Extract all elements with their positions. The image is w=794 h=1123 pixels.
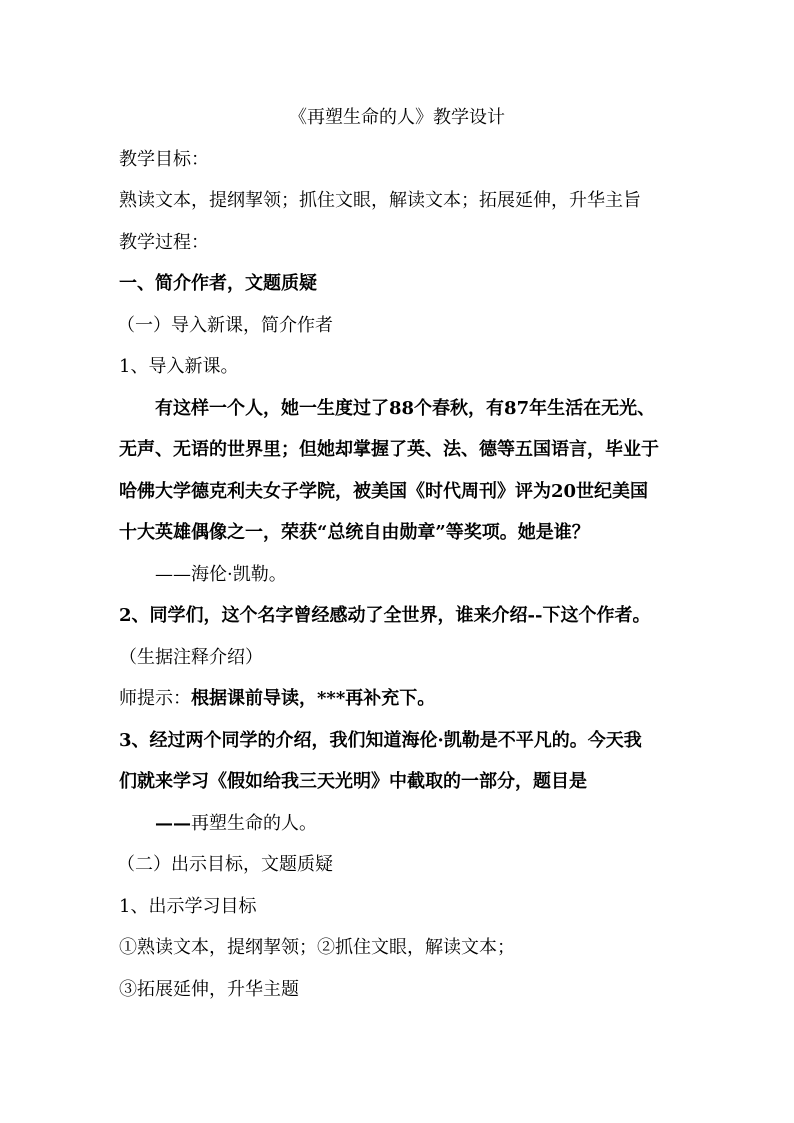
answer-name: ——海伦·凯勒。 bbox=[155, 564, 287, 585]
step3-title-line bbox=[155, 812, 317, 836]
document-title: 《再塑生命的人》教学设计 bbox=[289, 107, 505, 128]
sub2-step1: 1、出示学习目标 bbox=[119, 896, 257, 917]
intro-para-line-4: 十大英雄偶像之一，荣获“总统自由勋章”等奖项。她是谁？ bbox=[119, 522, 590, 543]
goals-label: 教学目标： bbox=[119, 149, 209, 170]
step2-note: （生据注释介绍） bbox=[119, 647, 263, 668]
process-label: 教学过程： bbox=[119, 232, 209, 253]
intro-para-line-3: 哈佛大学德克利夫女子学院，被美国《时代周刊》评为20世纪美国 bbox=[119, 481, 649, 502]
sub1-heading: （一）导入新课，简介作者 bbox=[117, 315, 333, 336]
teacher-hint-line bbox=[119, 687, 435, 711]
teacher-hint: 根据课前导读，***再补充下。 bbox=[191, 688, 436, 709]
step3-line-2: 们就来学习《假如给我三天光明》中截取的一部分，题目是 bbox=[119, 771, 587, 792]
target-line-2: ③拓展延伸，升华主题 bbox=[119, 979, 299, 1000]
step3-line-1: 3、经过两个同学的介绍，我们知道海伦·凯勒是不平凡的。今天我 bbox=[119, 730, 642, 751]
sub2-heading: （二）出示目标，文题质疑 bbox=[117, 854, 333, 875]
step2-text: 2、同学们，这个名字曾经感动了全世界，谁来介绍--下这个作者。 bbox=[119, 605, 651, 626]
intro-para-line-1: 有这样一个人，她一生度过了88个春秋，有87年生活在无光、 bbox=[155, 398, 656, 419]
intro-para-line-2: 无声、无语的世界里；但她却掌握了英、法、德等五国语言，毕业于 bbox=[119, 439, 659, 460]
step3-title-dash: —— bbox=[155, 813, 191, 834]
goals-text: 熟读文本，提纲挈领；抓住文眼，解读文本；拓展延伸，升华主旨 bbox=[119, 190, 641, 211]
step1-label: 1、导入新课。 bbox=[119, 356, 239, 377]
teacher-prefix: 师提示： bbox=[119, 688, 191, 709]
section1-heading: 一、简介作者，文题质疑 bbox=[119, 273, 317, 294]
step3-title: 再塑生命的人。 bbox=[191, 813, 317, 834]
target-line-1: ①熟读文本，提纲挈领；②抓住文眼，解读文本； bbox=[119, 937, 515, 958]
